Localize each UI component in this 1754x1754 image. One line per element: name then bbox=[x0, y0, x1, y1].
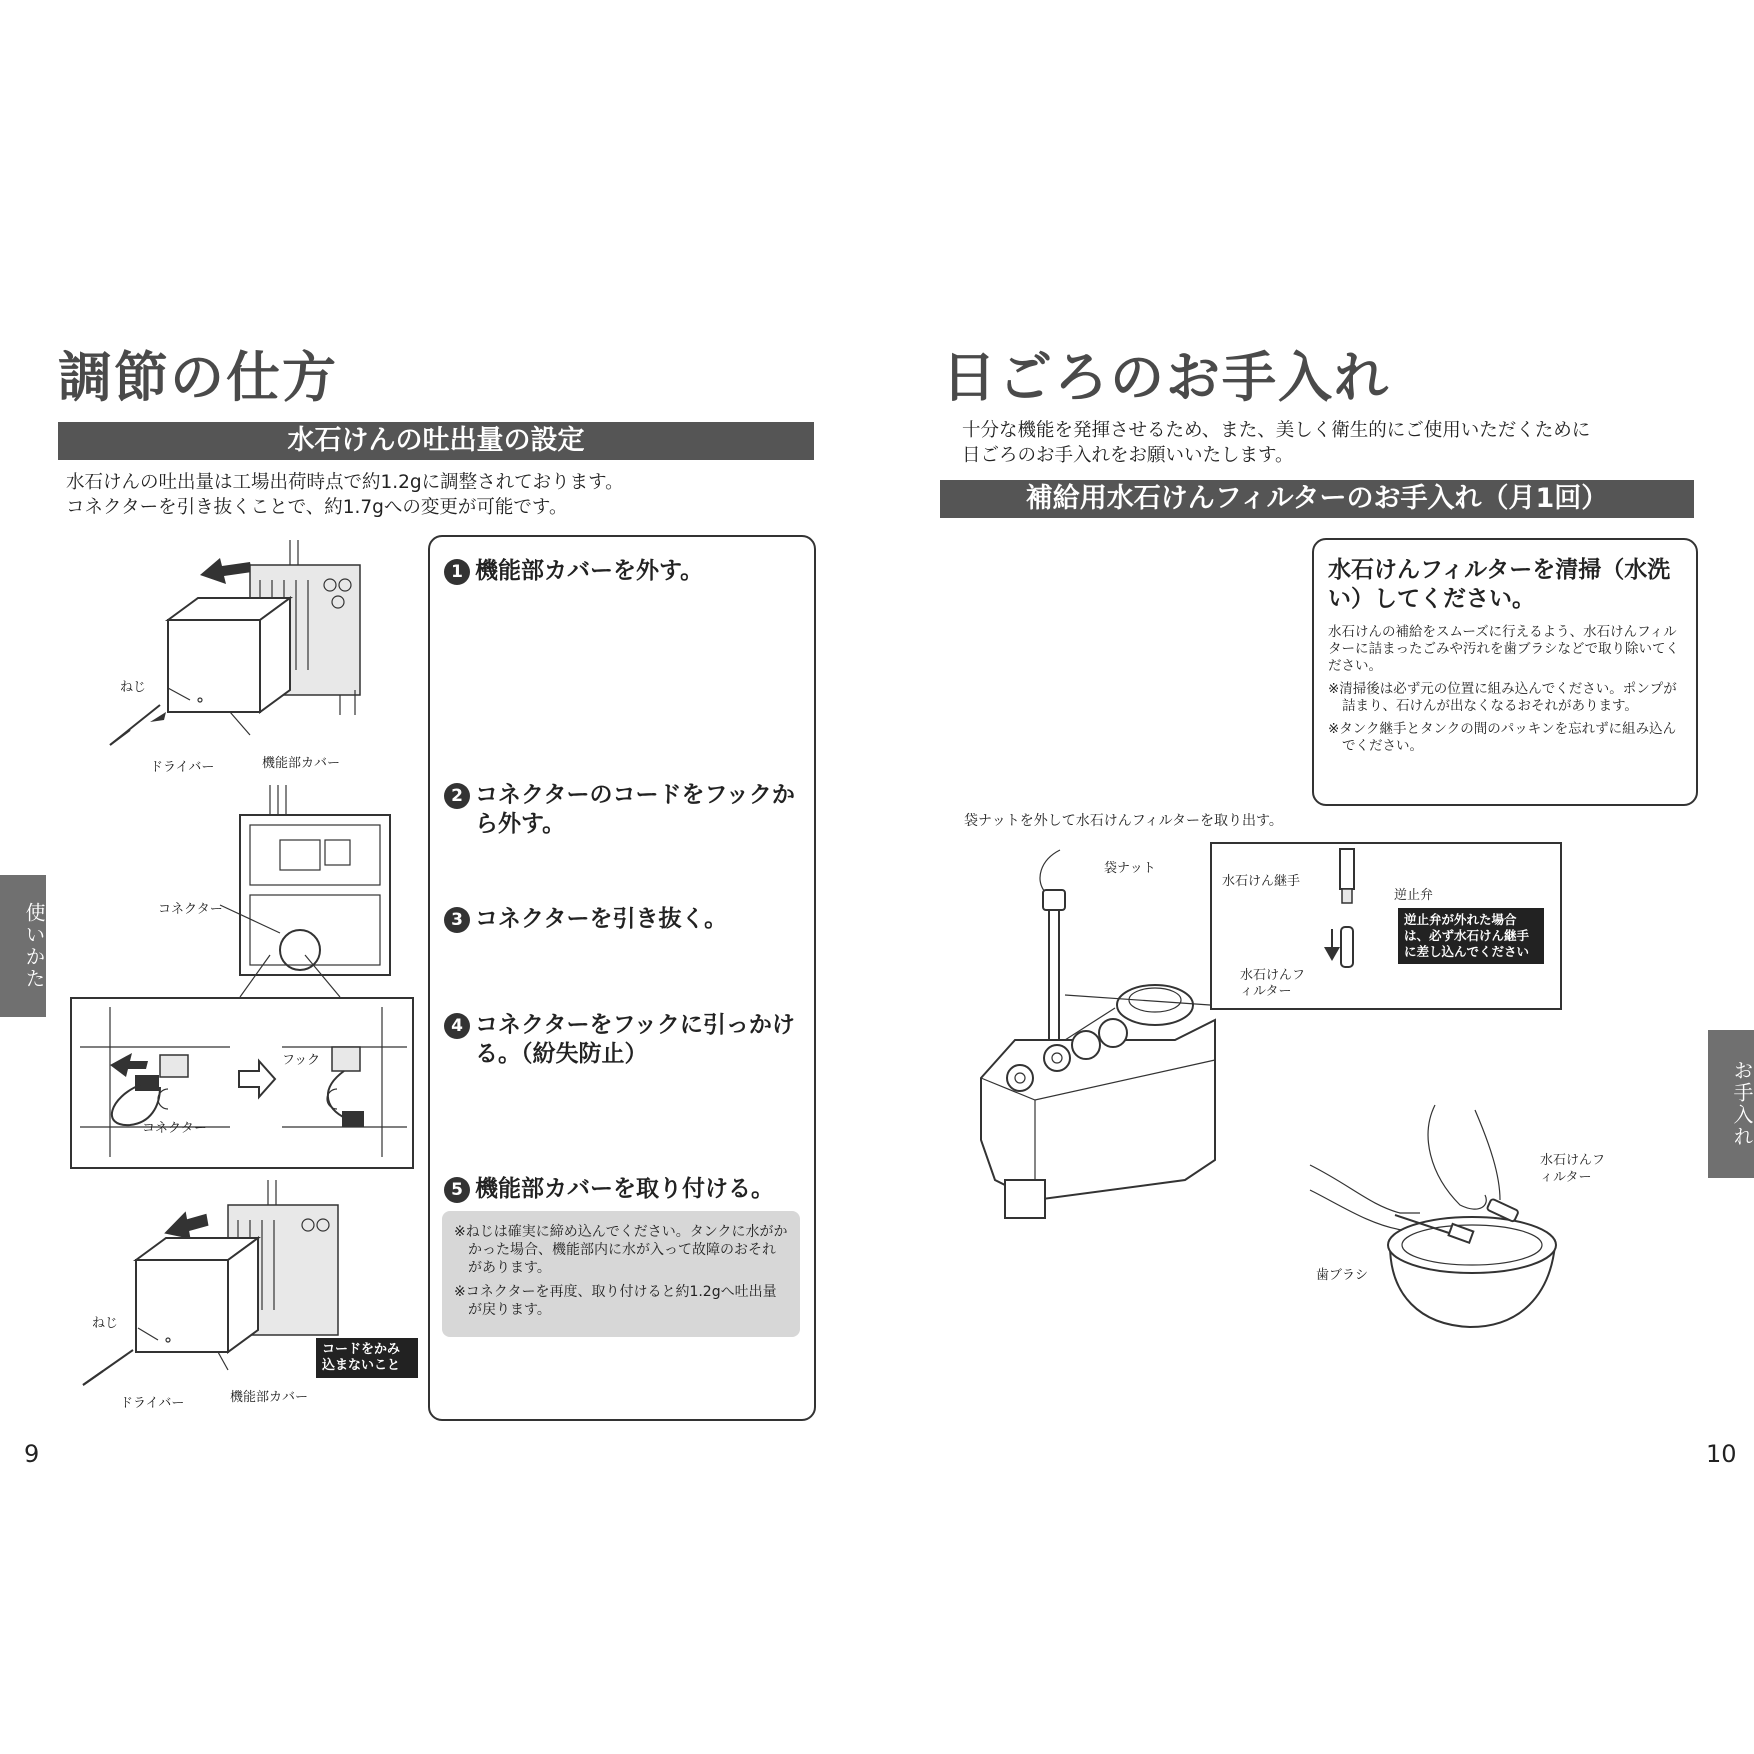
connector-detail-panel bbox=[70, 997, 414, 1169]
filter-detail-drawing bbox=[1322, 849, 1382, 999]
step-number: 1 bbox=[444, 559, 470, 585]
step-number: 2 bbox=[444, 783, 470, 809]
label-driver: ドライバー bbox=[150, 760, 215, 775]
step-number: 4 bbox=[444, 1013, 470, 1039]
note-2: ※コネクターを再度、取り付けると約1.2gへ吐出量が戻ります。 bbox=[454, 1284, 777, 1318]
step-5 bbox=[444, 1175, 800, 1204]
connector-detail-after bbox=[282, 1007, 407, 1157]
filter-box-note-2: ※タンク継手とタンクの間のパッキンを忘れずに組み込んでください。 bbox=[1328, 721, 1677, 754]
bag-nut bbox=[1043, 890, 1065, 910]
label-filter: 水石けんフィルター bbox=[1240, 968, 1306, 999]
arrow-small-icon bbox=[150, 712, 166, 722]
label-driver-2: ドライバー bbox=[120, 1396, 185, 1411]
step-text: コネクターをフックに引っかける。（紛失防止） bbox=[475, 1012, 795, 1067]
step-4 bbox=[444, 1011, 800, 1069]
figure-caption: 袋ナットを外して水石けんフィルターを取り出す。 bbox=[964, 813, 1283, 829]
left-intro-line-1: 水石けんの吐出量は工場出荷時点で約1.2gに調整されております。 bbox=[66, 472, 624, 493]
label-toothbrush: 歯ブラシ bbox=[1316, 1268, 1369, 1283]
label-screw-2: ねじ bbox=[92, 1316, 119, 1331]
left-page-number: 9 bbox=[24, 1440, 40, 1468]
right-intro bbox=[962, 418, 1590, 468]
step-text: 機能部カバーを取り付ける。 bbox=[475, 1176, 774, 1202]
cover-removal-illustration bbox=[100, 540, 380, 770]
filter-box-text: 水石けんの補給をスムーズに行えるよう、水石けんフィルターに詰まったごみや汚れを歯ブラシなどで取り除いてください。 bbox=[1328, 624, 1679, 674]
label-connector: コネクター bbox=[158, 902, 223, 917]
step-3 bbox=[444, 905, 800, 934]
left-intro bbox=[66, 470, 624, 520]
step-2 bbox=[444, 781, 800, 839]
step-text: コネクターを引き抜く。 bbox=[475, 906, 728, 932]
label-connector-2: コネクター bbox=[142, 1121, 207, 1136]
right-intro-line-1: 十分な機能を発揮させるため、また、美しく衛生的にご使用いただくために bbox=[962, 420, 1591, 441]
step-text: 機能部カバーを外す。 bbox=[475, 558, 704, 584]
left-page-title: 調節の仕方 bbox=[58, 346, 338, 409]
step-number: 5 bbox=[444, 1177, 470, 1203]
label-filter-2: 水石けんフィルター bbox=[1540, 1153, 1606, 1185]
arrow-icon bbox=[200, 558, 252, 584]
right-intro-line-2: 日ごろのお手入れをお願いいたします。 bbox=[962, 445, 1294, 466]
down-arrow-icon bbox=[1324, 947, 1340, 961]
steps-box bbox=[428, 535, 816, 1421]
right-section-heading: 補給用水石けんフィルターのお手入れ（月1回） bbox=[940, 480, 1694, 518]
filter-box-note-1: ※清掃後は必ず元の位置に組み込んでください。ポンプが詰まり、石けんが出なくなるおそれがあります。 bbox=[1328, 681, 1677, 714]
filter-box-heading: 水石けんフィルターを清掃（水洗い）してください。 bbox=[1328, 557, 1671, 612]
caution-callout: コードをかみ込まないこと bbox=[316, 1338, 418, 1378]
filter-detail-panel bbox=[1210, 842, 1562, 1010]
right-page-number: 10 bbox=[1706, 1440, 1737, 1468]
right-page-title: 日ごろのお手入れ bbox=[942, 346, 1390, 409]
left-intro-line-2: コネクターを引き抜くことで、約1.7gへの変更が可能です。 bbox=[66, 497, 568, 518]
filter-washing-illustration bbox=[1310, 1095, 1590, 1345]
steps-note-box bbox=[442, 1211, 800, 1337]
step-1 bbox=[444, 557, 800, 586]
step-text: コネクターのコードをフックから外す。 bbox=[475, 782, 795, 837]
label-bag-nut: 袋ナット bbox=[1104, 861, 1156, 876]
check-valve-callout: 逆止弁が外れた場合は、必ず水石けん継手に差し込んでください bbox=[1398, 908, 1544, 964]
label-hook: フック bbox=[282, 1053, 321, 1068]
note-1: ※ねじは確実に締め込んでください。タンクに水がかかった場合、機能部内に水が入って故障のおそれがあります。 bbox=[454, 1224, 788, 1276]
label-cover: 機能部カバー bbox=[262, 756, 341, 771]
label-screw: ねじ bbox=[120, 680, 147, 695]
right-side-tab: お手入れ bbox=[1708, 1030, 1754, 1178]
label-check-valve: 逆止弁 bbox=[1394, 888, 1434, 903]
step-number: 3 bbox=[444, 907, 470, 933]
filter-cleaning-box bbox=[1312, 538, 1698, 806]
left-section-heading: 水石けんの吐出量の設定 bbox=[58, 422, 814, 460]
label-joint: 水石けん継手 bbox=[1222, 874, 1301, 889]
label-cover-2: 機能部カバー bbox=[230, 1390, 309, 1405]
left-side-tab: 使いかた bbox=[0, 875, 46, 1017]
pull-arrow-icon bbox=[110, 1053, 148, 1077]
detail-connector-lines bbox=[1065, 995, 1215, 1035]
transition-arrow-icon bbox=[237, 1059, 277, 1099]
